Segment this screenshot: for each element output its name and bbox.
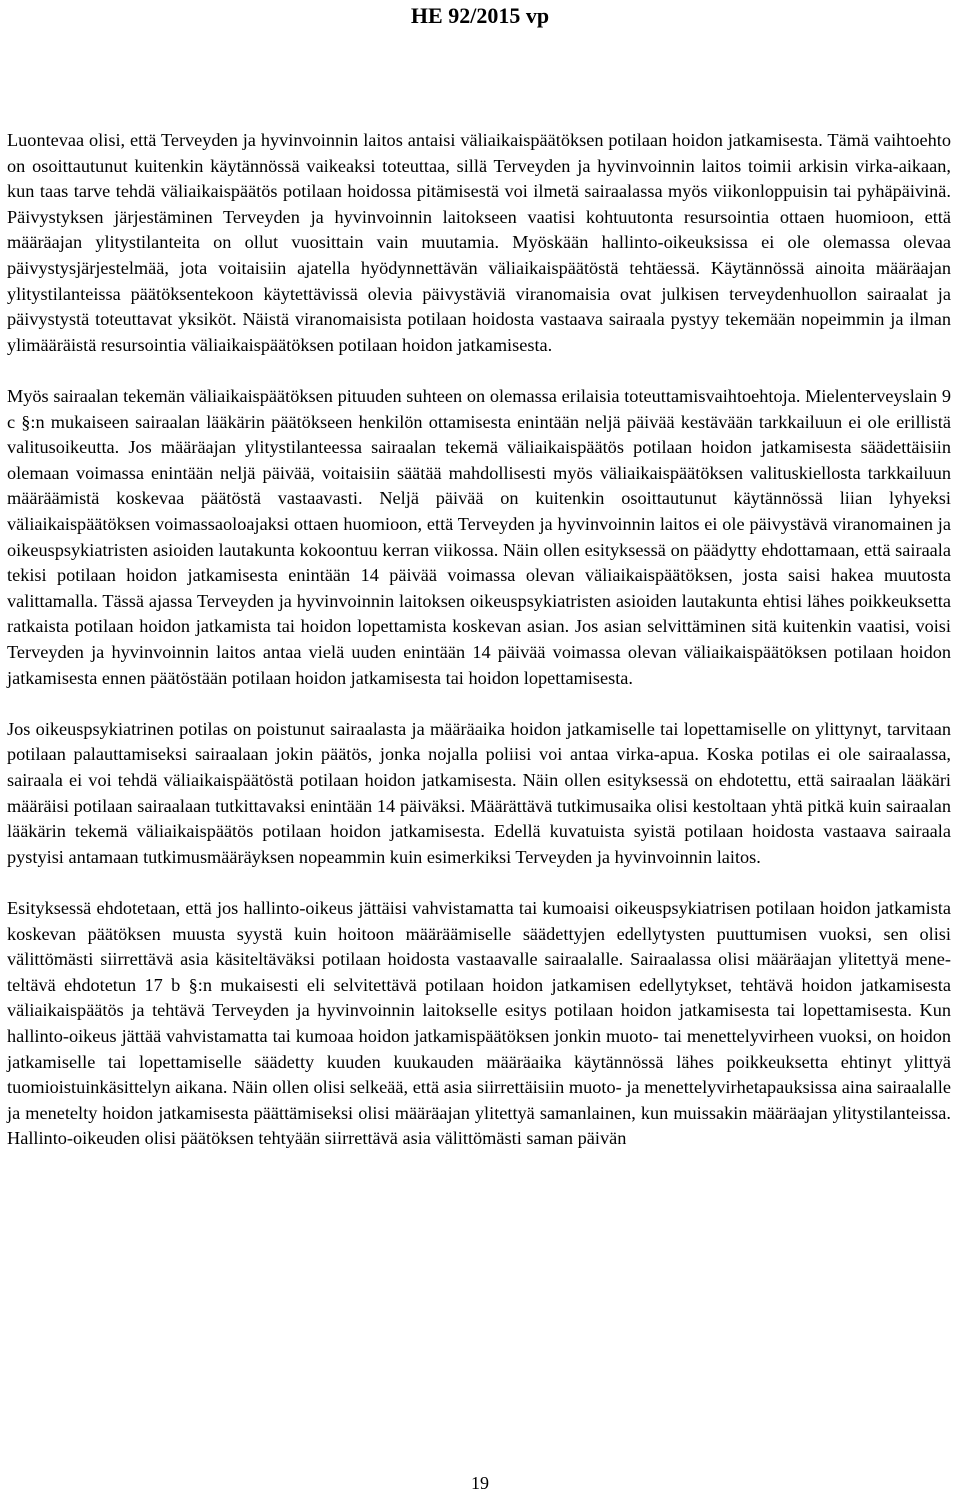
paragraph-interim-decision-options: Luontevaa olisi, että Terveyden ja hyvinvoinnin laitos antaisi väliaikaispäätöksen potilaan hoidon jatkamisesta. Tämä vaihtoehto on osoittautunut kuitenkin käytännössä vaikeaksi toteuttaa, sillä Terveyden ja hyvinvoinnin laitos toimii arkisin virka-aikaan, kun taas tarve tehdä väliaikaispäätös potilaan hoidossa pitämisestä voi ilmetä sairaalassa myös viikonloppuisin tai pyhäpäivinä. Päivystyksen järjestäminen Terveyden ja hyvinvoinnin laitokseen vaatisi kohtuutonta resursointia ottaen huomioon, että määräajan ylitystilanteita on ollut vuosittain vain muutamia. Myöskään hallinto-oikeuksissa ei ole olemassa olevaa päivystysjärjestelmää, jota voitaisiin ajatella hyödynnettävän väliaikaispäätöstä tehtäessä. Käytännössä ainoita määräajan ylitystilanteissa päätöksentekoon käytettävissä olevia päivystäviä viranomaisia ovat julkisen terveydenhuollon sairaalat ja päivystystä toteuttavat yksiköt. Näistä viranomaisista potilaan hoidosta vastaava sairaala pystyy tekemään nopeimmin ja ilman ylimääräistä resursointia väliaikaispäätöksen potilaan hoidon jatkamisesta. [7, 130, 951, 355]
paragraph-administrative-court: Esityksessä ehdotetaan, että jos hallinto-oikeus jättäisi vahvistamatta tai kumoaisi oikeuspsykiatrisen potilaan hoidon jatkamista koskevan päätöksen muusta syystä kuin hoitoon määräämiselle säädettyjen edellytysten puuttumisen vuoksi, sen olisi välittömästi siirrettävä asia käsiteltäväksi potilaan hoidosta vastaavalle sairaalalle. Sairaalassa olisi määräajan ylitettyä meneteltävä ehdotetun 17 b §:n mukaisesti eli selvitettävä potilaan hoidon jatkamisen edellytykset, tehtävä hoidon jatkamisesta väliaikaispäätös ja tehtävä Terveyden ja hyvinvoinnin laitokselle esitys potilaan hoidon jatkamisesta tai lopettamisesta. Kun hallinto-oikeus jättää vahvistamatta tai kumoaa hoidon jatkamispäätöksen jonkin muoto- tai menettelyvirheen vuoksi, on hoidon jatkamiselle tai lopettamiselle säädetty kuuden kuukauden määräaika käytännössä lähes poikkeuksetta ehtinyt ylittyä tuomioistuinkäsittelyn aikana. Näin ollen olisi selkeää, että asia siirrettäisiin muoto- ja menettelyvirhetapauksissa aina sairaalalle ja menetelty hoidon jatkamisesta päättämiseksi olisi määräajan ylitettyä samanlainen, kun muissakin määräajan ylitystilanteissa. Hallinto-oikeuden olisi päätöksen tehtyään siirrettävä asia välittömästi saman päivän [7, 898, 951, 1149]
paragraph-decision-duration: Myös sairaalan tekemän väliaikaispäätöksen pituuden suhteen on olemassa erilaisia toteuttamisvaihtoehtoja. Mielenterveyslain 9 c §:n mukaiseen sairaalan lääkärin päätökseen henkilön ottamisesta enintään neljä päivää kestävään tarkkailuun ei ole erillistä valitusoikeutta. Jos määräajan ylitystilanteessa sairaalan tekemä väliaikaispäätös potilaan hoidon jatkamisesta säädettäisiin olemaan voimassa enintään neljä päivää, voitaisiin säätää mahdollisesti myös väliaikaispäätöksen valituskiellosta tarkkailuun määräämistä koskevaa päätöstä vastaavasti. Neljä päivää on kuitenkin osoittautunut käytännössä liian lyhyeksi väliaikaispäätöksen voimassaoloajaksi ottaen huomioon, että Terveyden ja hyvinvoinnin laitos ei ole päivystävä viranomainen ja oikeuspsykiatristen asioiden lautakunta kokoontuu kerran viikossa. Näin ollen esityksessä on päädytty ehdottamaan, että sairaala tekisi potilaan hoidon jatkamisesta enintään 14 päivää voimassa olevan väliaikaispäätöksen, josta saisi hakea muutosta valittamalla. Tässä ajassa Terveyden ja hyvinvoinnin laitoksen oikeuspsykiatristen asioiden lautakunta ehtisi lähes poikkeuksetta ratkaista potilaan hoidon jatkamista tai hoidon lopettamista koskevan asian. Jos asian selvittäminen sitä kuitenkin vaatisi, voisi Terveyden ja hyvinvoinnin laitos antaa vielä uuden enintään 14 päivää voimassa olevan väliaikaispäätöksen potilaan hoidon jatkamisesta ennen päätöstään potilaan hoidon jatkamisesta tai hoidon lopettamisesta. [7, 386, 951, 688]
page-number: 19 [471, 1473, 489, 1493]
document-body [7, 128, 951, 1152]
document-header: HE 92/2015 vp [410, 3, 550, 28]
paragraph-absent-patient: Jos oikeuspsykiatrinen potilas on poistunut sairaalasta ja määräaika hoidon jatkamiselle tai lopettamiselle on ylittynyt, tarvitaan potilaan palauttamiseksi sairaalaan jokin päätös, jonka nojalla poliisi voi antaa virka-apua. Koska potilas ei ole sairaalassa, sairaala ei voi tehdä väliaikaispäätöstä potilaan hoidon jatkamisesta. Näin ollen esityksessä on ehdotettu, että sairaalan lääkäri määräisi potilaan sairaalaan tutkittavaksi enintään 14 päiväksi. Määrättävä tutkimusaika olisi kestoltaan yhtä pitkä kuin sairaalan lääkärin tekemä väliaikaispäätös potilaan hoidon jatkamisesta. Edellä kuvatuista syistä potilaan hoidosta vastaava sairaala pystyisi antamaan tutkimusmääräyksen nopeammin kuin esimerkiksi Terveyden ja hyvinvoinnin laitos. [7, 718, 951, 867]
